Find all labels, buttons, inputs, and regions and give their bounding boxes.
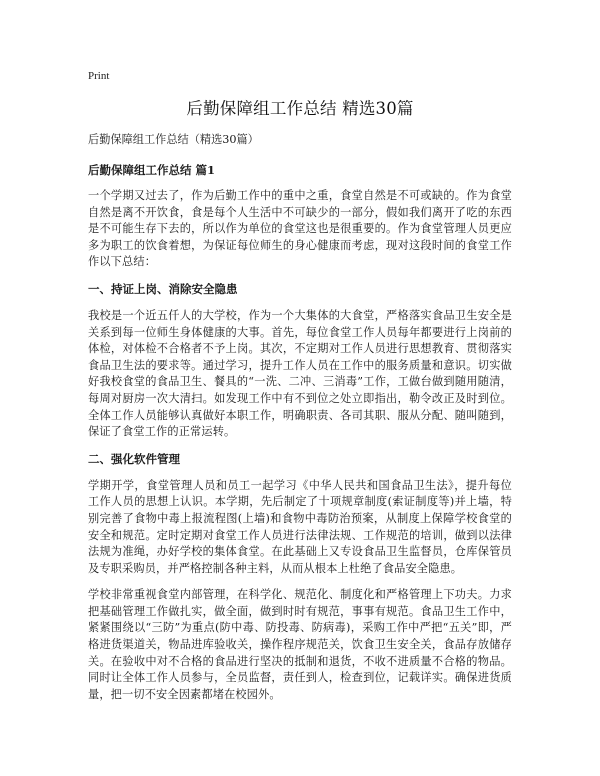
document-title: 后勤保障组工作总结 精选30篇 — [186, 99, 414, 118]
paragraph-2: 学期开学，食堂管理人员和员工一起学习《中华人民共和国食品卫生法》，提升每位工作人员的思想上认识。本学期，先后制定了十项规章制度(索证制度等)并上墙，特别完善了食物中毒上报流程图(上墙)和食物中毒防治预案，从制度上保障学校食堂的安全和规范。定时定期对食堂工作人员进行法律法规、工作规范的培训，做到以法律法规为准绳，办好学校的集体食堂。在此基础上又专设食品卫生监督员，仓库保管员及专职采购员，并严格控制各种主料，从而从根本上杜绝了食品安全隐患。 — [88, 478, 512, 575]
intro-paragraph: 一个学期又过去了，作为后勤工作中的重中之重，食堂自然是不可或缺的。作为食堂自然是离不开饮食，食是每个人生活中不可缺少的一部分，假如我们离开了吃的东西是不可能生存下去的，所以作为单位的食堂这也是很重要的。作为食堂管理人员更应多为职工的饮食着想，为保证每位师生的身心健康而考虑，现对这段时间的食堂工作作以下总结： — [88, 189, 512, 269]
document-subtitle: 后勤保障组工作总结（精选30篇） — [88, 133, 259, 146]
heading-2: 二、强化软件管理 — [88, 451, 180, 466]
heading-1: 一、持证上岗、消除安全隐患 — [88, 281, 238, 296]
section-title: 后勤保障组工作总结 篇1 — [88, 163, 216, 177]
print-label: Print — [88, 70, 110, 82]
paragraph-1: 我校是一个近五仟人的大学校，作为一个大集体的大食堂，严格落实食品卫生安全是关系到每一位师生身体健康的大事。首先，每位食堂工作人员每年都要进行上岗前的体检，对体检不合格者不予上岗。其次，不定期对工作人员进行思想教育、贯彻落实食品卫生法的要求等。通过学习，提升工作人员在工作中的服务质量和意识。切实做好我校食堂的食品卫生、餐具的“一洗、二冲、三消毒”工作，工做台做到随用随清，每周对厨房一次大清扫。如发现工作中有不到位之处立即指出，勒令改正及时到位。全体工作人员能够认真做好本职工作，明确职责、各司其职、服从分配、随叫随到，保证了食堂工作的正常运转。 — [88, 308, 512, 439]
paragraph-3: 学校非常重视食堂内部管理，在科学化、规范化、制度化和严格管理上下功夫。力求把基础管理工作做扎实，做全面，做到时时有规范，事事有规范。食品卫生工作中，紧紧围绕以“三防”为重点(防中毒、防投毒、防病毒)，采购工作中严把“五关”即，严格进货渠道关，物品进库验收关，操作程序规范关，饮食卫生安全关，食品存放储存关。在验收中对不合格的食品进行坚决的抵制和退货，不收不进质量不合格的物品。同时让全体工作人员参与，全员监督，责任到人，检查到位，记载详实。确保进货质量，把一切不安全因素都堵在校园外。 — [88, 588, 512, 701]
document-page — [88, 68, 512, 713]
